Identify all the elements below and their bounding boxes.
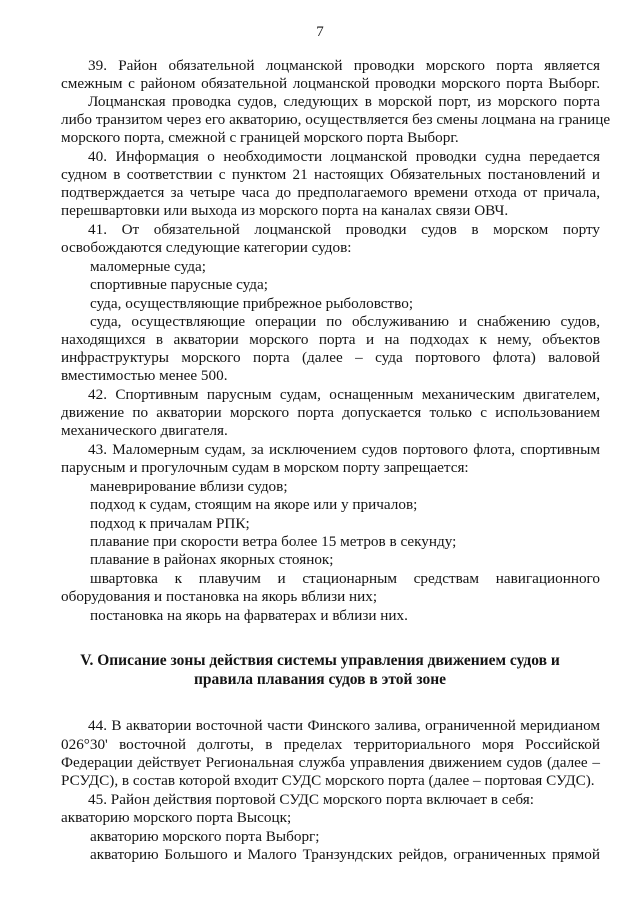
text-line: 40. Информация о необходимости лоцманской проводки судна передается xyxy=(88,148,600,165)
section-heading: V. Описание зоны действия системы управления движением судов и xyxy=(80,652,560,669)
text-line: Лоцманская проводка судов, следующих в морской порт, из морского порта xyxy=(88,93,600,110)
text-line: 45. Район действия портовой СУДС морского порта включает в себя: xyxy=(88,791,534,808)
text-line: РСУДС), в состав которой входит СУДС морского порта (далее – портовая СУДС). xyxy=(61,772,595,789)
text-line: 44. В акватории восточной части Финского залива, ограниченной меридианом xyxy=(88,717,600,734)
list-item: акваторию Большого и Малого Транзундских рейдов, ограниченных прямой xyxy=(90,846,600,863)
list-item: подход к судам, стоящим на якоре или у причалов; xyxy=(90,496,418,513)
section-heading: правила плавания судов в этой зоне xyxy=(193,671,447,688)
text-line: 41. От обязательной лоцманской проводки судов в морском порту xyxy=(88,221,600,238)
text-line: акваторию морского порта Высоцк; xyxy=(61,809,292,826)
page-number: 7 xyxy=(316,24,324,40)
text-line: 026°30' восточной долготы, в пределах территориального моря Российской xyxy=(61,736,600,753)
text-line: вместимостью менее 500. xyxy=(61,367,228,384)
text-line: инфраструктуры морского порта (далее – суда портового флота) валовой xyxy=(61,349,600,366)
text-line: парусным и прогулочным судам в морском порту запрещается: xyxy=(61,459,469,476)
list-item: подход к причалам РПК; xyxy=(90,515,250,532)
list-item: акваторию морского порта Выборг; xyxy=(90,828,320,845)
text-line: морского порта, смежной с границей морского порта Выборг. xyxy=(61,129,459,146)
text-line: смежным с районом обязательной лоцманской проводки морского порта Выборг. xyxy=(61,75,600,92)
text-line: движение по акватории морского порта допускается только с использованием xyxy=(61,404,600,421)
text-line: 43. Маломерным судам, за исключением судов портового флота, спортивным xyxy=(88,441,600,458)
list-item: плавание при скорости ветра более 15 метров в секунду; xyxy=(90,533,457,550)
list-item: суда, осуществляющие операции по обслуживанию и снабжению судов, xyxy=(90,313,600,330)
list-item: суда, осуществляющие прибрежное рыболовство; xyxy=(90,295,414,312)
text-line: освобождаются следующие категории судов: xyxy=(61,239,352,256)
text-line: подтверждается за четыре часа до предполагаемого времени отхода от причала, xyxy=(61,184,600,201)
text-line: находящихся в акватории морского порта и на подходах к нему, объектов xyxy=(61,331,600,348)
text-line: оборудования и постановка на якорь вблизи них; xyxy=(61,588,378,605)
list-item: швартовка к плавучим и стационарным средствам навигационного xyxy=(90,570,600,587)
text-line: судном в соответствии с пунктом 21 настоящих Обязательных постановлений и xyxy=(61,166,600,183)
text-line: перешвартовки или выхода из морского порта на каналах связи ОВЧ. xyxy=(61,202,509,219)
list-item: спортивные парусные суда; xyxy=(90,276,268,293)
text-line: 39. Район обязательной лоцманской проводки морского порта является xyxy=(88,57,600,74)
list-item: постановка на якорь на фарватерах и вблизи них. xyxy=(90,607,408,624)
list-item: плавание в районах якорных стоянок; xyxy=(90,551,334,568)
text-line: либо транзитом через его акваторию, осуществляется без смены лоцмана на границе xyxy=(61,111,611,128)
text-line: Федерации действует Региональная служба управления движением судов (далее – xyxy=(61,754,600,771)
text-line: механического двигателя. xyxy=(61,422,228,439)
list-item: маломерные суда; xyxy=(90,258,206,275)
text-line: 42. Спортивным парусным судам, оснащенным механическим двигателем, xyxy=(88,386,600,403)
list-item: маневрирование вблизи судов; xyxy=(90,478,288,495)
